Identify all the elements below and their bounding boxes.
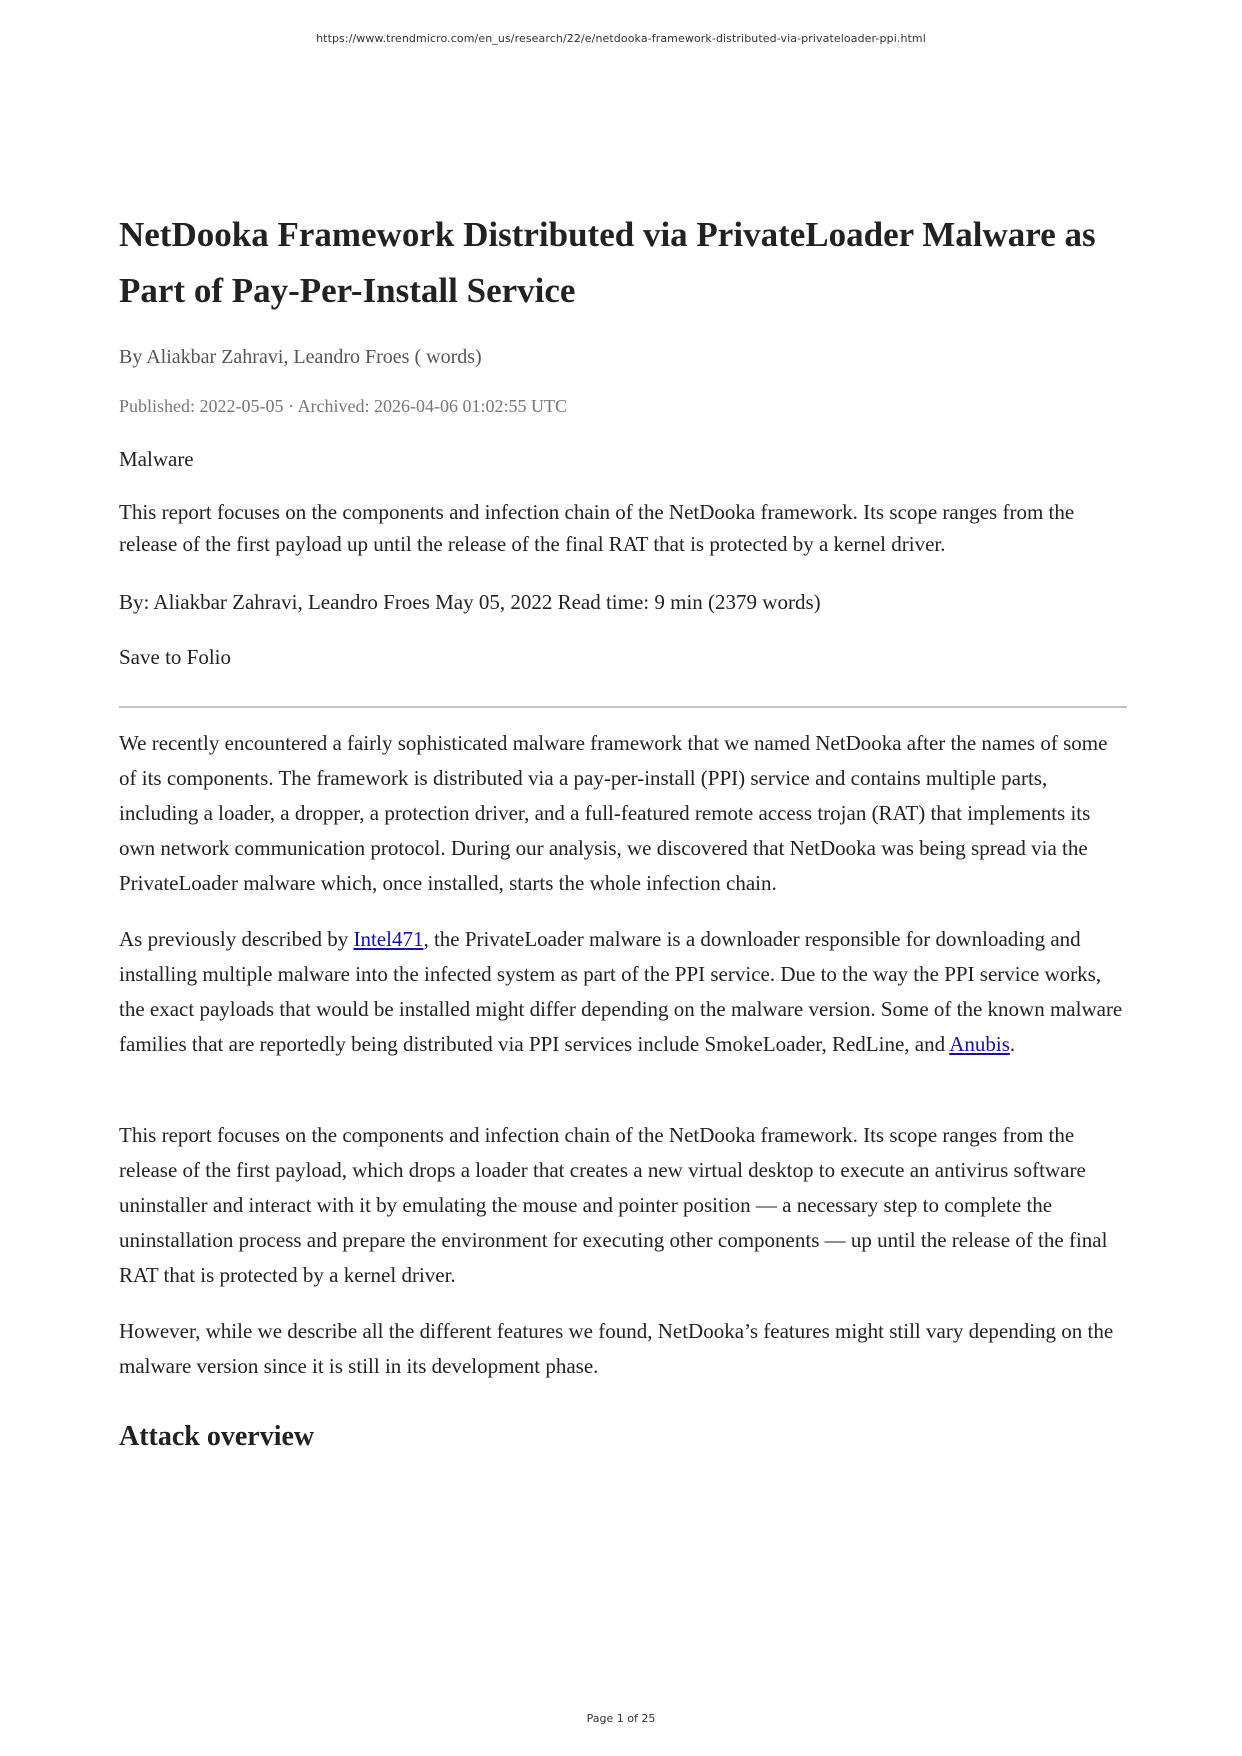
section-divider [119,706,1127,708]
page-number-footer: Page 1 of 25 [586,1712,656,1725]
article-title: NetDooka Framework Distributed via PrivateLoader Malware as Part of Pay-Per-Install Service [119,215,1096,310]
page-url-header: https://www.trendmicro.com/en_us/research/22/e/netdooka-framework-distributed-via-privateloader-ppi.html [316,32,926,45]
save-to-folio-button[interactable]: Save to Folio [119,645,232,669]
paragraph-2-text-end: . [1009,1032,1016,1056]
section-heading-attack-overview: Attack overview [119,1421,315,1452]
body-paragraph-3: This report focuses on the components and infection chain of the NetDooka framework. Its scope ranges from the release of the first payload, which drops a loader that creates a new virtual desktop to execute an antivirus software uninstaller and interact with it by emulating the mouse and pointer position — a necessary step to complete the uninstallation process and prepare the environment for executing other components — up until the release of the final RAT that is protected by a kernel driver. [119,1123,1108,1287]
author-meta-line: By: Aliakbar Zahravi, Leandro Froes May 05, 2022 Read time: 9 min (2379 words) [119,590,821,614]
category-label: Malware [119,447,194,471]
body-paragraph-1: We recently encountered a fairly sophisticated malware framework that we named NetDooka after the names of some of its components. The framework is distributed via a pay-per-install (PPI) service and contains multiple parts, including a loader, a dropper, a protection driver, and a full-featured remote access trojan (RAT) that implements its own network communication protocol. During our analysis, we discovered that NetDooka was being spread via the PrivateLoader malware which, once installed, starts the whole infection chain. [119,731,1108,895]
body-paragraph-2 [119,922,1127,1062]
summary-paragraph: This report focuses on the components and infection chain of the NetDooka framework. Its scope ranges from the release of the first payload up until the release of the final RAT that is protected by a kernel driver. [119,500,1075,556]
paragraph-2-text-start: As previously described by [119,927,354,951]
body-paragraph-4: However, while we describe all the different features we found, NetDooka’s features might still vary depending on the malware version since it is still in its development phase. [119,1319,1114,1378]
anubis-link[interactable]: Anubis [949,1032,1010,1056]
paragraph-2-text-middle: , the PrivateLoader malware is a downloader responsible for downloading and installing multiple malware into the infected system as part of the PPI service. Due to the way the PPI service works, the exact payloads that would be installed might differ depending on the malware version. Some of the known malware families that are reportedly being distributed via PPI services include SmokeLoader, RedLine, and [119,927,1123,1056]
published-date: Published: 2022-05-05 · Archived: 2026-04-06 01:02:55 UTC [119,396,567,416]
article-byline: By Aliakbar Zahravi, Leandro Froes ( words) [119,346,482,368]
intel471-link[interactable]: Intel471 [353,927,424,951]
